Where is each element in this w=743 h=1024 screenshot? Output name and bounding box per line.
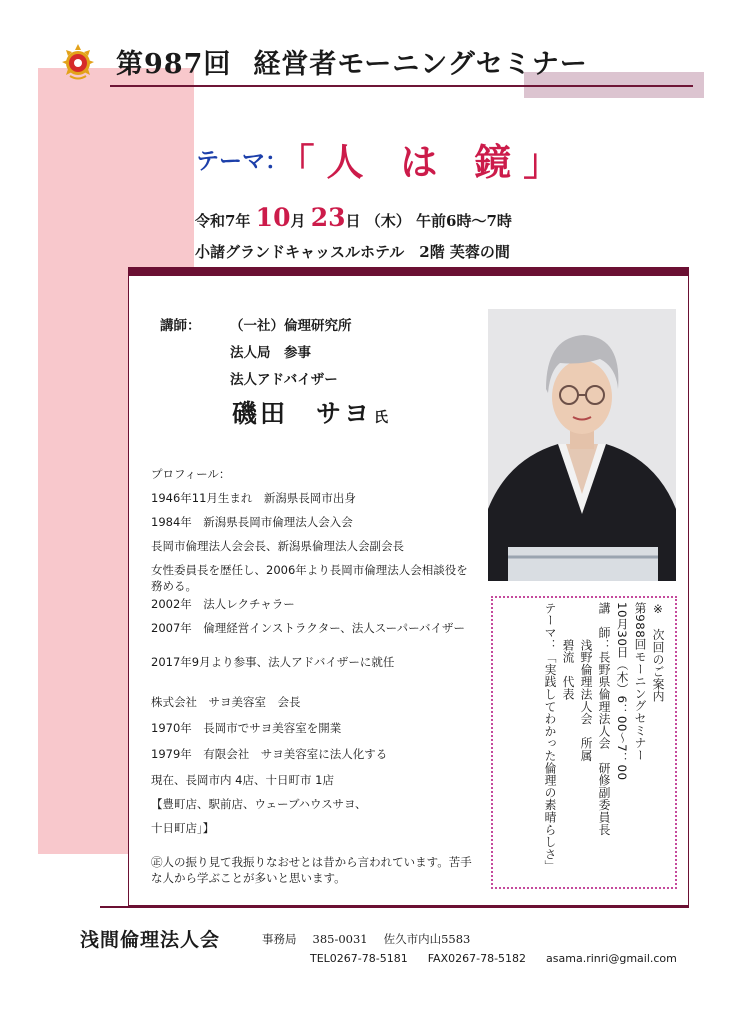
lecturer-role2: 法人アドバイザー — [230, 372, 338, 388]
month-unit: 月 — [290, 212, 306, 230]
era: 令和7年 — [195, 212, 251, 230]
tel: TEL0267-78-5181 — [310, 952, 408, 965]
rinri-emblem-icon — [58, 42, 98, 82]
title-text: 経営者モーニングセミナー — [253, 49, 588, 80]
venue: 小諸グランドキャッスルホテル 2階 芙蓉の間 — [195, 243, 510, 261]
speaker-portrait — [488, 309, 676, 581]
notice-column: 浅野倫理法人会 所属 — [579, 602, 593, 762]
theme-title: 「人 は 鏡」 — [296, 141, 573, 184]
profile-line: 2007年 倫理経営インストラクター、法人スーパーバイザー — [151, 621, 466, 635]
email-link[interactable]: asama.rinri@gmail.com — [546, 952, 677, 965]
profile-line: 2002年 法人レクチャラー — [151, 597, 295, 611]
profile-line: 現在、長岡市内 4店、十日町市 1店 — [151, 773, 334, 787]
date-line — [195, 203, 512, 232]
theme-heading — [196, 132, 572, 186]
profile-line: 1984年 新潟県長岡市倫理法人会入会 — [151, 515, 353, 529]
speaker-name-line — [232, 394, 388, 430]
profile-line: 十日町店」】 — [151, 821, 215, 835]
notice-column: 碧流 代表 — [561, 602, 575, 701]
notice-column: 第988回モーニングセミナー — [633, 602, 647, 762]
notice-column: ※ 次回のご案内 — [651, 602, 665, 703]
profile-line: 女性委員長を歴任し、2006年より長岡市倫理法人会相談役を務める。 — [151, 563, 468, 593]
card-bottom-line — [100, 906, 689, 908]
profile-line: 株式会社 サヨ美容室 会長 — [151, 695, 301, 709]
lecturer-label: 講師： — [160, 318, 201, 334]
office-label: 事務局 — [262, 932, 297, 946]
title-underline — [110, 85, 693, 87]
lecturer-role1: 法人局 参事 — [230, 345, 311, 361]
profile-line: 長岡市倫理法人会会長、新潟県倫理法人会副会長 — [151, 539, 404, 553]
profile-comment: ㊣人の振り見て我振りなおせとは昔から言われています。苦手な人から学ぶことが多いと思います。 — [151, 855, 472, 885]
address: 佐久市内山5583 — [383, 932, 471, 946]
contact-info — [310, 952, 697, 965]
notice-column: 講 師：長野県倫理法人会 研修副委員長 — [597, 602, 611, 836]
time: 午前6時～7時 — [416, 212, 512, 230]
notice-column: 10月30日（木）6：00～7：00 — [615, 602, 629, 781]
session-number: 第987回 — [116, 49, 232, 80]
postal-code: 385-0031 — [312, 932, 368, 946]
profile-line: 1970年 長岡市でサヨ美容室を開業 — [151, 721, 342, 735]
lecturer-info — [160, 313, 352, 394]
next-seminar-notice — [491, 596, 677, 889]
organization-name: 浅間倫理法人会 — [80, 929, 221, 951]
seminar-title — [116, 42, 588, 81]
profile-heading: プロフィール： — [151, 467, 231, 481]
profile-line: 2017年9月より参事、法人アドバイザーに就任 — [151, 655, 395, 669]
month: 10 — [255, 203, 291, 232]
theme-label: テーマ： — [196, 148, 288, 175]
weekday: （木） — [365, 212, 411, 230]
speaker-name: 磯田 サヨ — [232, 399, 373, 428]
day-unit: 日 — [345, 212, 361, 230]
card-top-bar — [128, 267, 689, 276]
office-address — [262, 931, 486, 947]
profile-line: 1946年11月生まれ 新潟県長岡市出身 — [151, 491, 356, 505]
speaker-honorific: 氏 — [374, 410, 389, 426]
notice-column: テーマ：「実践してわかった倫理の素晴らしさ」 — [543, 602, 557, 873]
lecturer-affiliation: （一社）倫理研究所 — [230, 318, 352, 334]
profile-line: 1979年 有限会社 サヨ美容室に法人化する — [151, 747, 388, 761]
day: 23 — [310, 203, 346, 232]
fax: FAX0267-78-5182 — [427, 952, 527, 965]
profile-line: 【豊町店、駅前店、ウェーブハウスサヨ、 — [151, 797, 367, 811]
